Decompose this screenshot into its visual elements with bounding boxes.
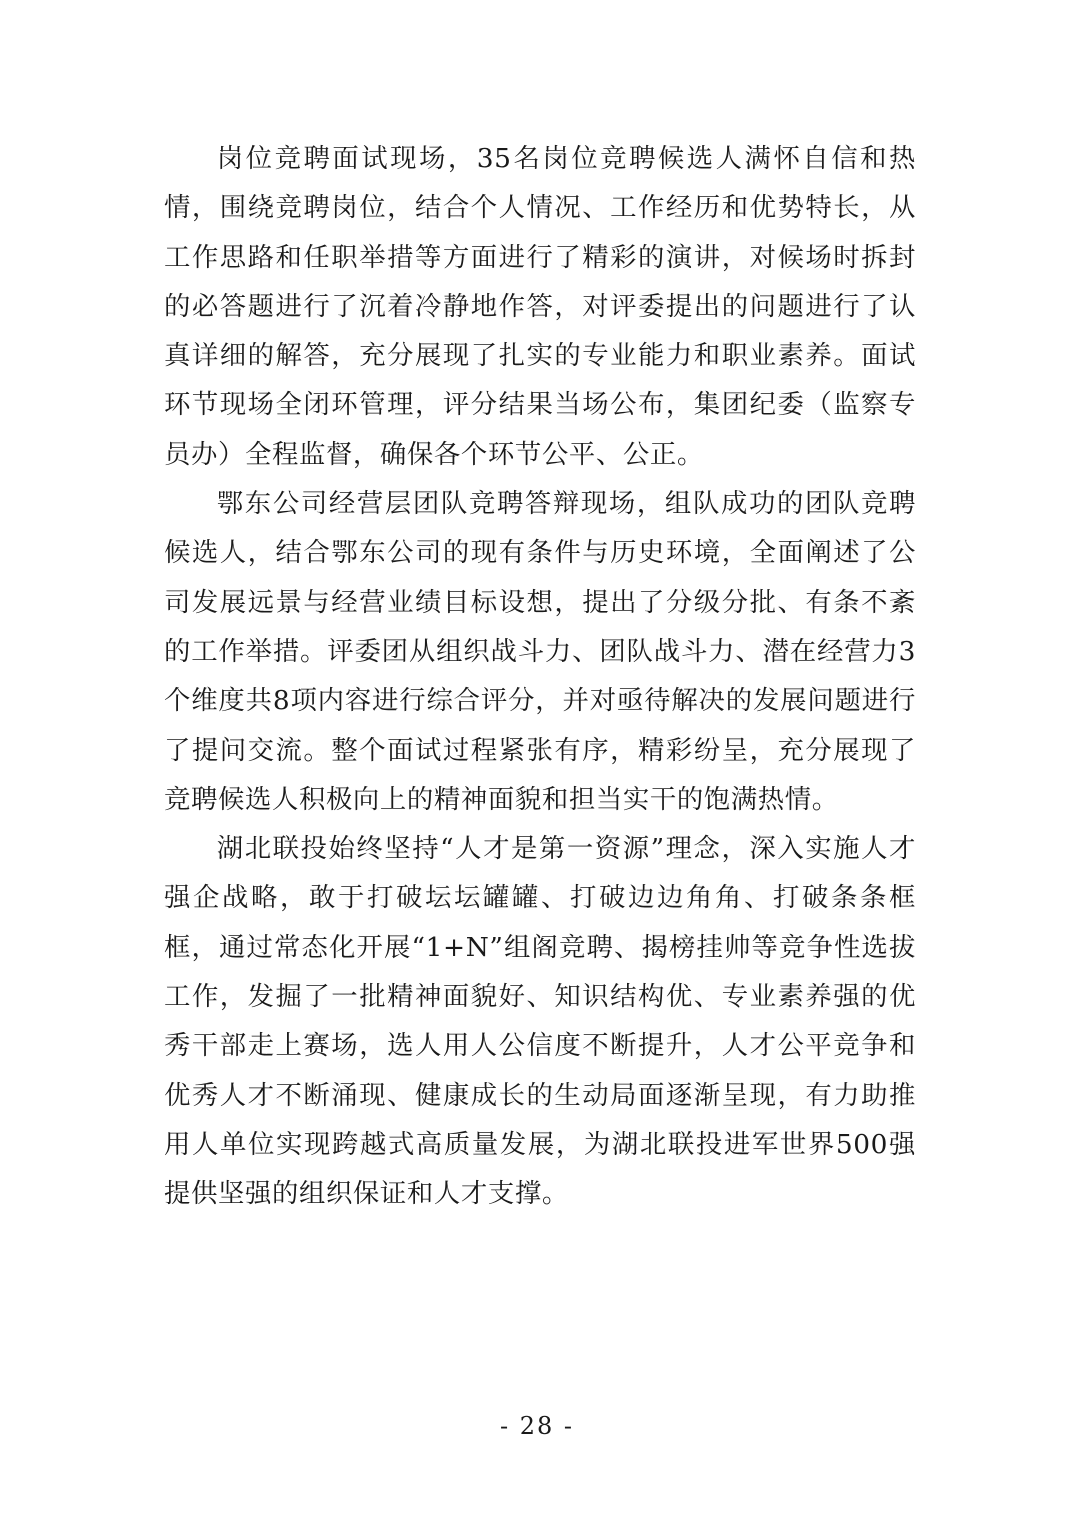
paragraph-interview-scene: 岗位竞聘面试现场，35名岗位竞聘候选人满怀自信和热情，围绕竞聘岗位，结合个人情况、工作经历和优势特长，从工作思路和任职举措等方面进行了精彩的演讲，对候场时拆封的必答题进行了沉着冷静地作答，对评委提出的问题进行了认真详细的解答，充分展现了扎实的专业能力和职业素养。面试环节现场全闭环管理，评分结果当场公布，集团纪委（监察专员办）全程监督，确保各个环节公平、公正。 bbox=[164, 143, 916, 470]
paragraph-talent-strategy: 湖北联投始终坚持“人才是第一资源”理念，深入实施人才强企战略，敢于打破坛坛罐罐、打破边边角角、打破条条框框，通过常态化开展“1+N”组阁竞聘、揭榜挂帅等竞争性选拔工作，发掘了一批精神面貌好、知识结构优、专业素养强的优秀干部走上赛场，选人用人公信度不断提升，人才公平竞争和优秀人才不断涌现、健康成长的生动局面逐渐呈现，有力助推用人单位实现跨越式高质量发展，为湖北联投进军世界500强提供坚强的组织保证和人才支撑。 bbox=[164, 833, 916, 1210]
document-body bbox=[164, 134, 916, 1219]
paragraph-edong-team: 鄂东公司经营层团队竞聘答辩现场，组队成功的团队竞聘候选人，结合鄂东公司的现有条件与历史环境，全面阐述了公司发展远景与经营业绩目标设想，提出了分级分批、有条不紊的工作举措。评委团从组织战斗力、团队战斗力、潜在经营力3个维度共8项内容进行综合评分，并对亟待解决的发展问题进行了提问交流。整个面试过程紧张有序，精彩纷呈，充分展现了竞聘候选人积极向上的精神面貌和担当实干的饱满热情。 bbox=[164, 488, 916, 815]
page-number: - 28 - bbox=[499, 1412, 574, 1440]
